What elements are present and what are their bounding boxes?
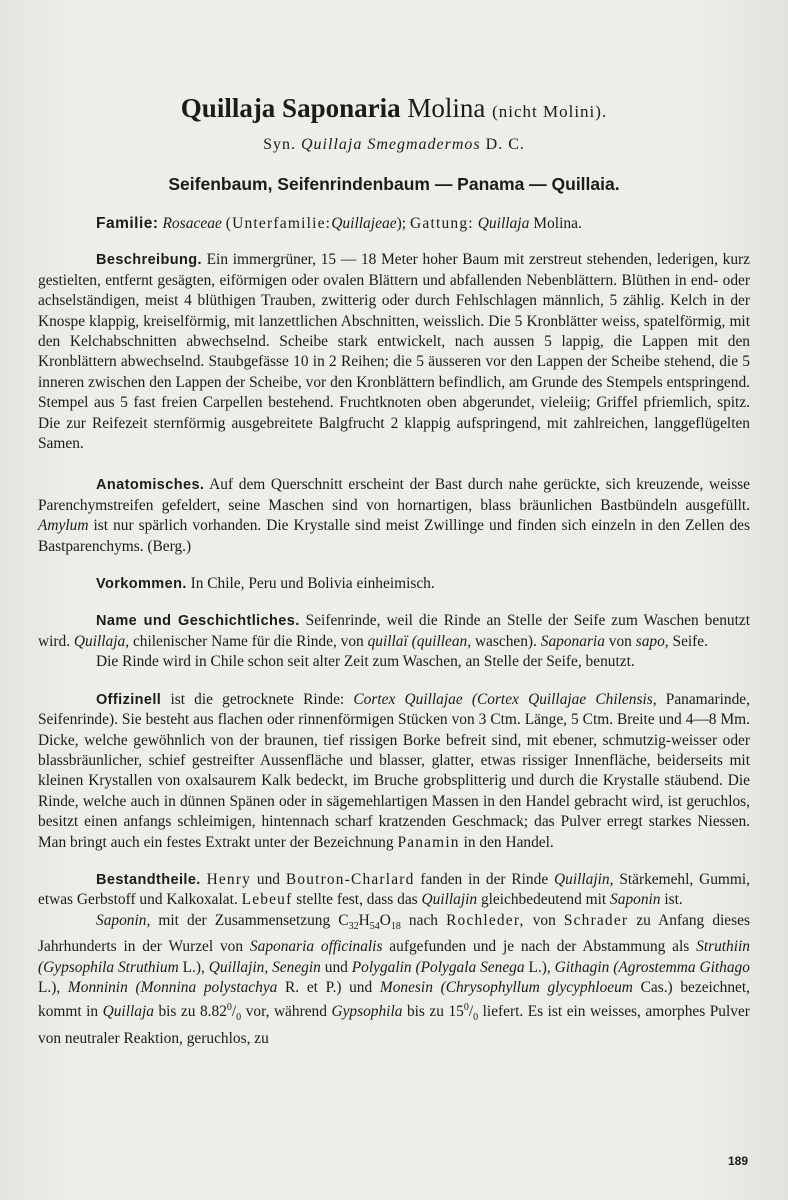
term-quillai: quillaï bbox=[367, 632, 408, 650]
p2-text-1: mit der Zusammensetzung bbox=[158, 911, 331, 929]
name-paragraph-2: Die Rinde wird in Chile schon seit alter Zeit zum Waschen, an Stelle der Seife, benutzt. bbox=[96, 653, 635, 671]
name-text-1: Seifenrinde, weil die Rinde an Stelle der Seife zum Waschen benutzt wird. bbox=[38, 612, 750, 650]
vorkommen-text: In Chile, Peru und Bolivia einheimisch. bbox=[190, 575, 435, 593]
term-monninin: Monninin bbox=[67, 979, 128, 997]
heading-offizinell: Offizinell bbox=[96, 691, 162, 708]
genus-author: Molina. bbox=[533, 215, 582, 233]
offizinell-text-3: in den Handel. bbox=[463, 833, 554, 851]
bestandtheile-paragraph-2: Saponin, mit der Zusammensetzung $C_{32}H_{54}O_{18}$ nach Rochleder, von Schrader zu Anfang dieses Jahrhunderts in der Wurzel von Saponaria officinalis aufgefunden und je nach der Abstammung als Struthiin (Gypsophila Struthium L.), Quillajin, Senegin und Polygalin (Polygala Senega L.), Githagin (Agrostemma Githago L.), Monninin (Monnina polystachya R. et P.) und Monesin (Chrysophyllum glycyphloeum Cas.) bezeichnet, kommt in Quillaja bis zu $8.82^0/_0$ vor, während Gypsophila bis zu $15^0/_0$ liefert. Es ist ein weisses, amorphes Pulver von neutraler Reaktion, geruchlos, zu bbox=[38, 911, 750, 1048]
term-cortex-quillajae-chilensis: (Cortex Quillajae Chilensis, bbox=[471, 690, 657, 708]
percent-sub-2: 0 bbox=[473, 1012, 479, 1024]
p2-text-3: von bbox=[532, 911, 556, 929]
author-boutron-charlard: Boutron-Charlard bbox=[285, 870, 415, 888]
term-quillean: (quillean, bbox=[411, 632, 472, 650]
p2-text-9: L.), bbox=[38, 979, 61, 997]
title-note: (nicht Molini). bbox=[492, 102, 608, 121]
genus-name: Quillaja bbox=[477, 215, 530, 233]
term-saponin-2: Saponin, bbox=[96, 911, 151, 929]
heading-beschreibung: Beschreibung. bbox=[96, 252, 202, 269]
title-author: Molina bbox=[407, 93, 486, 123]
common-names: Seifenbaum, Seifenrindenbaum — Panama — Quillaia. bbox=[168, 174, 620, 195]
author-schrader: Schrader bbox=[563, 911, 629, 929]
percent-sup-1: 0 bbox=[226, 1002, 232, 1014]
familie-label: Familie: bbox=[96, 215, 159, 233]
offizinell-text-1: ist die getrocknete Rinde: bbox=[170, 690, 345, 708]
formula-o-count: 18 bbox=[390, 920, 401, 932]
p2-text-11: Cas.) bezeichnet, kommt in bbox=[38, 979, 750, 1021]
name-text-2: chilenischer Name für die Rinde, von bbox=[132, 632, 364, 650]
term-panamin: Panamin bbox=[397, 833, 460, 851]
beschreibung-text: Ein immergrüner, 15 — 18 Meter hoher Baum mit zerstreut stehenden, lederigen, kurz gestielten, entfernt gesägten, eiförmigen oder ovalen Blättern und abfallenden Nebenblättern. Blüthen in end- oder achselständigen, meist 4 blüthigen Trauben, zwitterig oder durch Fehlschlagen männlich, 5 zählig. Kelch in der Knospe klappig, kreiselförmig, mit lanzettlichen Abschnitten, weisslich. Die 5 Kronblätter weiss, spatelförmig, mit den Kelchabschnitten abwechselnd. Scheibe stark entwickelt, nach aussen 5 lappig, die Lappen mit den Kronblättern abwechselnd. Staubgefässe 10 in 2 Reihen; die 5 äusseren vor den Lappen der Scheibe stehend, die 5 inneren zwischen den Lappen der Scheibe, vor den Kronblättern befindlich, am Grunde des Stempels entspringend. Stempel aus 5 fast freien Carpellen bestehend. Fruchtknoten oben abgerundet, vieleiig; Griffel pfriemlich, spitz. Die zur Reifezeit sternförmig ausgebreitete Balgfrucht 2 klappig aufspringend, mit zahlreichen, langgeflügelten Samen. bbox=[38, 251, 750, 453]
term-quillaja: Quillaja, bbox=[73, 632, 130, 650]
heading-anatomisches: Anatomisches. bbox=[96, 477, 205, 494]
term-saponaria-officinalis: Saponaria officinalis bbox=[249, 938, 383, 956]
section-vorkommen bbox=[38, 574, 750, 594]
heading-bestandtheile: Bestandtheile. bbox=[96, 871, 201, 888]
p2-text-12: bis zu 8.82 bbox=[158, 1003, 227, 1021]
term-gypsophila: Gypsophila bbox=[331, 1003, 403, 1021]
term-quillajin-3: Quillajin, bbox=[208, 958, 269, 976]
term-agrostemma-githago: (Agrostemma Githago bbox=[613, 958, 750, 976]
p2-text-15: liefert. Es ist ein weisses, amorphes Pulver von neutraler Reaktion, geruchlos, zu bbox=[38, 1003, 750, 1048]
term-monesin: Monesin bbox=[379, 979, 433, 997]
page-title bbox=[38, 92, 750, 124]
formula-c: C bbox=[338, 911, 349, 929]
subfamily-name: Quillajeae bbox=[331, 215, 397, 233]
term-quillaja-2: Quillaja bbox=[102, 1003, 154, 1021]
term-cortex-quillajae: Cortex Quillajae bbox=[353, 690, 463, 708]
family-name: Rosaceae bbox=[162, 215, 222, 233]
name-text-5: Seife. bbox=[672, 632, 708, 650]
offizinell-text-2: Panamarinde, Seifenrinde). Sie besteht aus flachen oder rinnenförmigen Stücken von 3 Ctm. Länge, 5 Ctm. Breite und 4—8 Mm. Dicke, welche gewöhnlich von der braunen, tief rissigen Borke befreit sind, mit ebener, schmutzig-weisser oder blassbräunlicher, schief gestreifter Aussenfläche und blasser, glatter, etwas rissiger Innenfläche, beiderseits mit kleinen Krystallen von oxalsaurem Kalk bedeckt, im Bruche grobsplitterig und durch die Krystalle stäubend. Die Rinde, welche auch in dünnen Spänen oder in sägemehlartigen Massen in den Handel gebracht wird, ist geruchlos, besitzt einen anfangs schleimigen, hintennach scharf kratzenden Geschmack; das Pulver erregt starkes Niessen. Man bringt auch ein festes Extrakt unter der Bezeichnung bbox=[38, 690, 750, 851]
section-name-geschichte bbox=[38, 611, 750, 652]
page-number: 189 bbox=[727, 1154, 748, 1168]
section-beschreibung bbox=[38, 250, 750, 454]
amylum-term: Amylum bbox=[38, 517, 89, 535]
heading-vorkommen: Vorkommen. bbox=[96, 576, 187, 593]
p2-text-5: aufgefunden und je nach der Abstammung als bbox=[389, 938, 690, 956]
section-anatomisches bbox=[38, 475, 750, 557]
percent-sub-1: 0 bbox=[236, 1012, 242, 1024]
term-chrysophyllum: (Chrysophyllum glycyphloeum bbox=[440, 979, 633, 997]
synonym-name: Quillaja Smegmadermos bbox=[301, 136, 481, 154]
section-offizinell bbox=[38, 690, 750, 853]
term-saponin: Saponin bbox=[610, 891, 661, 909]
term-saponaria: Saponaria bbox=[540, 632, 605, 650]
anatomisches-text-1: Auf dem Querschnitt erscheint der Bast durch nahe gerückte, sich kreuzende, weisse Parenchymstreifen gefeldert, seine Maschen sind von hornartigen, blass bräunlichen Bastbündeln ausgefüllt. bbox=[38, 476, 751, 514]
term-polygala-senega: (Polygala Senega bbox=[415, 958, 525, 976]
name-text-4: von bbox=[608, 632, 632, 650]
p2-text-14: bis zu 15 bbox=[406, 1003, 464, 1021]
name-text-3: waschen). bbox=[474, 632, 537, 650]
term-struthiin: Struthiin bbox=[696, 938, 750, 956]
term-gypsophila-struthium: (Gypsophila Struthium bbox=[38, 958, 179, 976]
term-monnina-polystachya: (Monnina polystachya bbox=[135, 979, 278, 997]
bestandtheile-text-5: ist. bbox=[664, 891, 683, 909]
subfamily-close: ); bbox=[396, 215, 407, 233]
bestandtheile-text-3: stellte fest, dass das bbox=[296, 891, 418, 909]
term-quillajin-2: Quillajin bbox=[421, 891, 478, 909]
author-rochleder: Rochleder, bbox=[446, 911, 525, 929]
term-sapo: sapo, bbox=[635, 632, 669, 650]
genus-label: Gattung: bbox=[409, 215, 474, 233]
synonym-prefix: Syn. bbox=[263, 136, 296, 154]
bestandtheile-text-1: fanden in der Rinde bbox=[420, 870, 549, 888]
formula-h: H bbox=[358, 911, 370, 929]
chemical-formula bbox=[338, 911, 401, 932]
term-polygalin: Polygalin bbox=[351, 958, 412, 976]
title-species: Quillaja Saponaria bbox=[180, 93, 401, 123]
author-lebeuf: Lebeuf bbox=[241, 891, 293, 909]
author-henry: Henry bbox=[206, 870, 252, 888]
formula-o: O bbox=[379, 911, 391, 929]
anatomisches-text-2: ist nur spärlich vorhanden. Die Krystalle sind meist Zwillinge und finden sich einzeln in den Zellen des Bastparenchyms. (Berg.) bbox=[38, 517, 750, 555]
percent-sup-2: 0 bbox=[463, 1002, 469, 1014]
formula-c-count: 32 bbox=[348, 920, 359, 932]
p2-text-13: vor, während bbox=[245, 1003, 327, 1021]
p2-text-6: L.), bbox=[182, 958, 205, 976]
p2-text-8: L.), bbox=[528, 958, 551, 976]
p2-text-10: R. et P.) und bbox=[285, 979, 373, 997]
subfamily-open: (Unterfamilie: bbox=[225, 215, 332, 233]
synonym-author: D. C. bbox=[485, 136, 525, 154]
heading-name-geschichte: Name und Geschichtliches. bbox=[96, 613, 300, 630]
conj-und: und bbox=[256, 870, 280, 888]
term-githagin: Githagin bbox=[554, 958, 610, 976]
term-quillajin: Quillajin, bbox=[554, 870, 614, 888]
bestandtheile-text-4: gleichbedeutend mit bbox=[480, 891, 607, 909]
formula-h-count: 54 bbox=[369, 920, 380, 932]
bestandtheile-text-2: Stärkemehl, Gummi, etwas Gerbstoff und Kalkoxalat. bbox=[38, 870, 750, 909]
familie-line bbox=[38, 215, 750, 233]
p2-text-2: nach bbox=[408, 911, 438, 929]
p2-text-4: zu Anfang dieses Jahrhunderts in der Wurzel von bbox=[38, 911, 750, 956]
p2-text-7: und bbox=[324, 958, 348, 976]
term-senegin: Senegin bbox=[272, 958, 321, 976]
section-bestandtheile bbox=[38, 870, 750, 911]
synonym-line bbox=[38, 136, 750, 154]
